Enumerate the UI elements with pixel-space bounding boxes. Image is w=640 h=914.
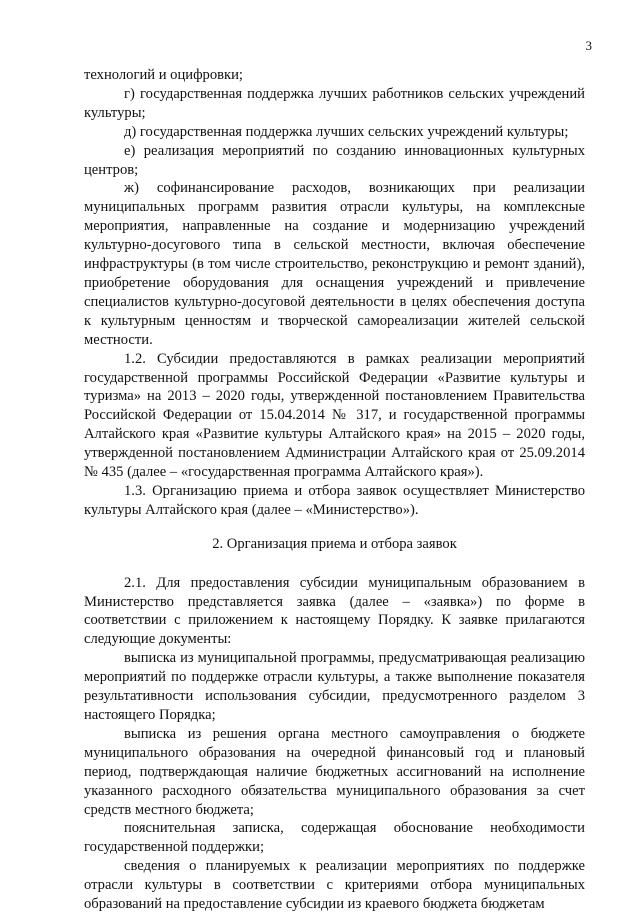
paragraph: д) государственная поддержка лучших сельских учреждений культуры; [124, 123, 569, 140]
section-heading: 2. Организация приема и отбора заявок [212, 535, 457, 552]
paragraph: 1.2. Субсидии предоставляются в рамках реализации мероприятий государственной программы Российской Федерации «Развитие культуры и туризма» на 2013 – 2020 годы, утвержденной постановлением Правительства Российской Федерации от 15.04.2014 № 317, и государственной программы Алтайского края «Развитие культуры Алтайского края» на 2015 – 2020 годы, утвержденной постановлением Администрации Алтайского края от 25.09.2014 № 435 (далее – «государственная программа Алтайского края»). [84, 350, 585, 481]
paragraph: выписка из муниципальной программы, предусматривающая реализацию мероприятий по поддержке отрасли культуры, а также выполнение показателя результативности использования субсидии, предусмотренного разделом 3 настоящего Порядка; [84, 650, 585, 723]
paragraph: технологий и оцифровки; [84, 67, 243, 83]
paragraph: е) реализация мероприятий по созданию инновационных культурных центров; [84, 142, 585, 178]
document-body [84, 66, 585, 914]
paragraph: 2.1. Для предоставления субсидии муниципальным образованием в Министерство представляется заявка (далее – «заявка») по форме в соответствии с приложением к настоящему Порядку. К заявке прилагаются следующие документы: [84, 574, 585, 648]
paragraph: пояснительная записка, содержащая обоснование необходимости государственной поддержки; [84, 820, 585, 856]
paragraph: ж) софинансирование расходов, возникающих при реализации муниципальных программ развития отрасли культуры, на комплексные мероприятия, направленные на создание и модернизацию учреждений культурно-досугового типа в сельской местности, включая обеспечение инфраструктуры (в том числе строительство, реконструкцию и ремонт зданий), приобретение оборудования для оснащения учреждений и привлечение специалистов культурно-досуговой деятельности в целях обеспечения доступа к культурным ценностям и творческой самореализации жителей сельской местности. [84, 180, 585, 348]
paragraph: г) государственная поддержка лучших работников сельских учреждений культуры; [84, 85, 585, 121]
paragraph: выписка из решения органа местного самоуправления о бюджете муниципального образования на очередной финансовый год и плановый период, подтверждающая наличие бюджетных ассигнований на исполнение указанного расходного обязательства муниципального образования за счет средств местного бюджета; [84, 725, 585, 818]
page-number: 3 [585, 38, 592, 53]
paragraph: сведения о планируемых к реализации мероприятиях по поддержке отрасли культуры в соответствии с критериями отбора муниципальных образований на предоставление субсидии из краевого бюджета бюджетам [84, 858, 585, 913]
paragraph: 1.3. Организацию приема и отбора заявок осуществляет Министерство культуры Алтайского края (далее – «Министерство»). [84, 482, 585, 518]
